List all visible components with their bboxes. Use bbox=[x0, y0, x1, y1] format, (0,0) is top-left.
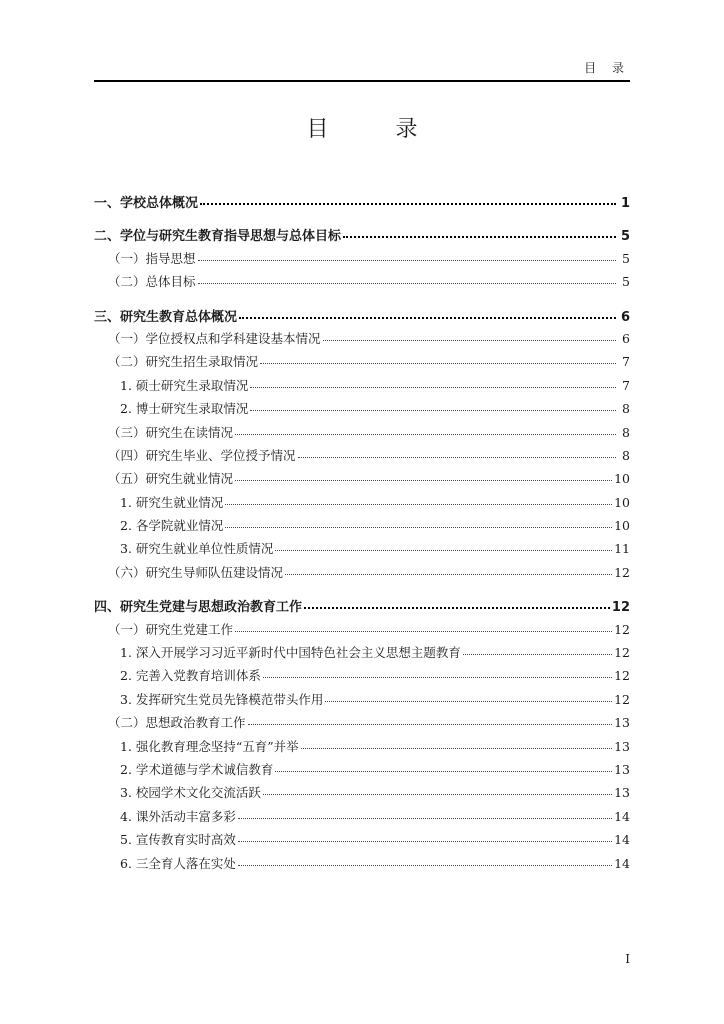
toc-dot-leader bbox=[238, 841, 612, 842]
toc-entry-title: 三、研究生教育总体概况 bbox=[94, 309, 238, 325]
toc-entry-title: （一）研究生党建工作 bbox=[108, 621, 234, 637]
table-of-contents bbox=[94, 192, 630, 877]
toc-entry-page: 12 bbox=[611, 600, 630, 616]
toc-dot-leader bbox=[285, 574, 612, 575]
toc-entry-title: （二）研究生招生录取情况 bbox=[108, 354, 259, 370]
toc-entry-page: 6 bbox=[620, 309, 630, 325]
toc-entry[interactable] bbox=[94, 666, 630, 689]
toc-dot-leader bbox=[323, 340, 616, 341]
toc-entry[interactable] bbox=[94, 352, 630, 375]
page-number: I bbox=[625, 952, 630, 966]
toc-entry-title: 5. 宣传教育实时高效 bbox=[120, 832, 236, 848]
toc-entry[interactable] bbox=[94, 620, 630, 643]
toc-dot-leader bbox=[298, 457, 616, 458]
toc-entry-page: 10 bbox=[614, 494, 630, 510]
toc-entry-page: 5 bbox=[622, 250, 630, 266]
toc-entry-page: 8 bbox=[622, 424, 630, 440]
toc-dot-leader bbox=[304, 607, 610, 609]
toc-entry[interactable] bbox=[94, 807, 630, 830]
toc-entry-page: 10 bbox=[614, 518, 630, 534]
toc-dot-leader bbox=[225, 504, 612, 505]
toc-entry-page: 5 bbox=[620, 229, 630, 245]
toc-dot-leader bbox=[260, 363, 616, 364]
toc-entry-title: 四、研究生党建与思想政治教育工作 bbox=[94, 600, 303, 616]
toc-entry-page: 5 bbox=[622, 274, 630, 290]
toc-entry[interactable] bbox=[94, 596, 630, 619]
toc-entry[interactable] bbox=[94, 783, 630, 806]
toc-entry[interactable] bbox=[94, 713, 630, 736]
toc-entry-page: 7 bbox=[622, 377, 630, 393]
toc-entry[interactable] bbox=[94, 830, 630, 853]
toc-entry[interactable] bbox=[94, 192, 630, 215]
toc-entry-page: 12 bbox=[614, 564, 630, 580]
toc-entry-page: 8 bbox=[622, 401, 630, 417]
toc-entry-page: 6 bbox=[622, 330, 630, 346]
toc-entry[interactable] bbox=[94, 329, 630, 352]
toc-entry-title: 一、学校总体概况 bbox=[94, 196, 199, 211]
toc-entry[interactable] bbox=[94, 399, 630, 422]
toc-entry[interactable] bbox=[94, 563, 630, 586]
toc-entry-title: 3. 发挥研究生党员先锋模范带头作用 bbox=[120, 691, 324, 707]
toc-entry-page: 1 bbox=[620, 196, 630, 211]
toc-entry-title: 3. 研究生就业单位性质情况 bbox=[120, 541, 274, 557]
toc-dot-leader bbox=[463, 654, 612, 655]
toc-entry-title: 2. 学术道德与学术诚信教育 bbox=[120, 761, 274, 777]
toc-dot-leader bbox=[238, 865, 612, 866]
toc-dot-leader bbox=[250, 410, 616, 411]
toc-entry-title: 1. 硕士研究生录取情况 bbox=[120, 377, 249, 393]
toc-dot-leader bbox=[235, 631, 612, 632]
toc-entry-title: （三）研究生在读情况 bbox=[108, 424, 234, 440]
toc-entry-page: 12 bbox=[614, 691, 630, 707]
toc-entry-title: 2. 各学院就业情况 bbox=[120, 518, 224, 534]
toc-entry[interactable] bbox=[94, 516, 630, 539]
toc-dot-leader bbox=[198, 283, 616, 284]
toc-dot-leader bbox=[301, 748, 612, 749]
page-title: 目 录 bbox=[306, 117, 448, 142]
toc-entry-title: 2. 完善入党教育培训体系 bbox=[120, 668, 261, 684]
toc-entry-title: 2. 博士研究生录取情况 bbox=[120, 401, 249, 417]
toc-entry[interactable] bbox=[94, 493, 630, 516]
toc-entry-page: 14 bbox=[614, 855, 630, 871]
toc-entry-page: 12 bbox=[614, 668, 630, 684]
toc-dot-leader bbox=[235, 434, 616, 435]
toc-dot-leader bbox=[198, 260, 616, 261]
toc-entry-title: 1. 研究生就业情况 bbox=[120, 494, 224, 510]
toc-entry-title: 6. 三全育人落在实处 bbox=[120, 855, 236, 871]
toc-entry-page: 8 bbox=[622, 447, 630, 463]
toc-entry-page: 13 bbox=[614, 761, 630, 777]
toc-entry-page: 13 bbox=[614, 715, 630, 731]
toc-entry[interactable] bbox=[94, 423, 630, 446]
toc-entry-title: （五）研究生就业情况 bbox=[108, 471, 234, 487]
toc-dot-leader bbox=[238, 818, 612, 819]
toc-entry[interactable] bbox=[94, 446, 630, 469]
toc-entry-title: 1. 深入开展学习习近平新时代中国特色社会主义思想主题教育 bbox=[120, 645, 461, 661]
toc-entry[interactable] bbox=[94, 249, 630, 272]
toc-dot-leader bbox=[225, 527, 612, 528]
toc-entry[interactable] bbox=[94, 225, 630, 248]
toc-entry[interactable] bbox=[94, 690, 630, 713]
toc-entry-page: 14 bbox=[614, 808, 630, 824]
running-header-title: 目 录 bbox=[584, 61, 630, 75]
toc-entry[interactable] bbox=[94, 643, 630, 666]
toc-dot-leader bbox=[325, 701, 612, 702]
running-header bbox=[94, 58, 630, 82]
toc-entry[interactable] bbox=[94, 469, 630, 492]
toc-entry-title: （一）学位授权点和学科建设基本情况 bbox=[108, 330, 321, 346]
toc-entry[interactable] bbox=[94, 854, 630, 877]
toc-entry-page: 12 bbox=[614, 645, 630, 661]
toc-dot-leader bbox=[263, 677, 612, 678]
toc-entry-page: 10 bbox=[614, 471, 630, 487]
toc-dot-leader bbox=[239, 317, 616, 319]
toc-entry-page: 11 bbox=[614, 541, 630, 557]
toc-entry-page: 7 bbox=[622, 354, 630, 370]
toc-entry-title: 3. 校园学术文化交流活跃 bbox=[120, 785, 261, 801]
toc-dot-leader bbox=[343, 236, 616, 238]
toc-entry-title: （二）总体目标 bbox=[108, 274, 196, 290]
toc-entry-page: 14 bbox=[614, 832, 630, 848]
toc-dot-leader bbox=[250, 387, 616, 388]
toc-entry-title: 二、学位与研究生教育指导思想与总体目标 bbox=[94, 229, 342, 245]
toc-entry[interactable] bbox=[94, 539, 630, 562]
toc-entry[interactable] bbox=[94, 760, 630, 783]
toc-dot-leader bbox=[275, 550, 612, 551]
toc-entry-page: 13 bbox=[614, 738, 630, 754]
toc-entry[interactable] bbox=[94, 376, 630, 399]
toc-entry-page: 12 bbox=[614, 621, 630, 637]
toc-entry-title: 4. 课外活动丰富多彩 bbox=[120, 808, 236, 824]
toc-entry[interactable] bbox=[94, 737, 630, 760]
toc-dot-leader bbox=[263, 794, 612, 795]
toc-entry-title: （一）指导思想 bbox=[108, 250, 196, 266]
toc-entry-title: （六）研究生导师队伍建设情况 bbox=[108, 564, 284, 580]
toc-entry-title: （四）研究生毕业、学位授予情况 bbox=[108, 447, 296, 463]
toc-dot-leader bbox=[235, 480, 612, 481]
toc-entry-page: 13 bbox=[614, 785, 630, 801]
toc-entry[interactable] bbox=[94, 272, 630, 295]
toc-dot-leader bbox=[200, 203, 616, 205]
toc-dot-leader bbox=[248, 724, 613, 725]
toc-entry-title: （二）思想政治教育工作 bbox=[108, 715, 246, 731]
toc-entry[interactable] bbox=[94, 306, 630, 329]
toc-entry-title: 1. 强化教育理念坚持“五育”并举 bbox=[120, 738, 299, 754]
toc-dot-leader bbox=[275, 771, 612, 772]
